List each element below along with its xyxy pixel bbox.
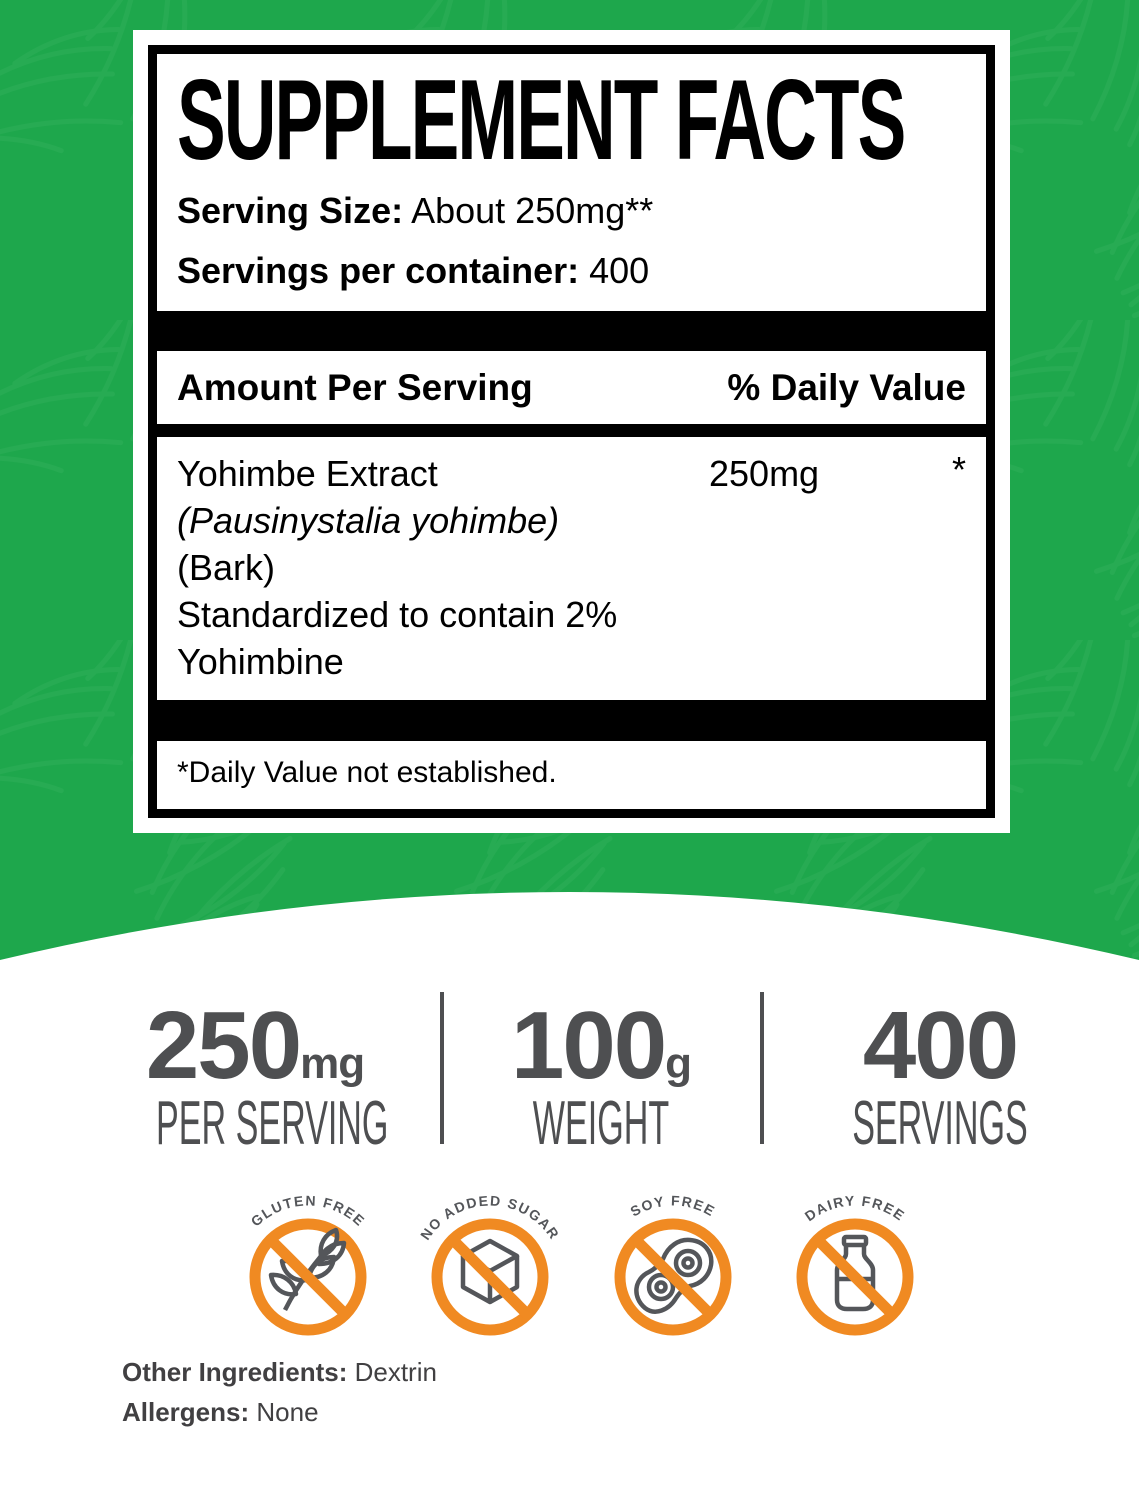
daily-value-footnote: *Daily Value not established.: [177, 756, 557, 789]
serving-size-row: [177, 189, 653, 233]
divider-bar-thick: [157, 311, 986, 351]
divider-rule: [157, 424, 986, 437]
stat-per-serving: [75, 992, 435, 1158]
other-ingredients-row: [122, 1352, 437, 1392]
stat-label: SERVINGS: [852, 1089, 1028, 1158]
facts-border-box: [148, 45, 995, 818]
badge-label: GLUTEN FREE: [247, 1192, 369, 1230]
amount-per-serving-header: Amount Per Serving: [177, 367, 533, 408]
ingredient-daily-value-asterisk: *: [951, 449, 966, 490]
footer-ingredients: [122, 1352, 437, 1432]
divider-bar-thick: [157, 700, 986, 741]
servings-value: 400: [589, 250, 650, 291]
ingredient-standardization-line2: Yohimbine: [177, 641, 344, 682]
daily-value-header: % Daily Value: [727, 367, 966, 408]
ingredient-name: Yohimbe Extract: [177, 453, 438, 494]
ingredient-latin-name: (Pausinystalia yohimbe): [177, 500, 560, 541]
serving-size-value: About 250mg**: [411, 190, 654, 231]
ingredient-part: (Bark): [177, 547, 275, 588]
supplement-facts-card: [133, 30, 1010, 833]
badge-label: NO ADDED SUGAR: [417, 1192, 563, 1243]
badge-label: SOY FREE: [627, 1192, 719, 1220]
serving-size-label: Serving Size:: [177, 190, 404, 231]
stat-unit: mg: [300, 1039, 365, 1088]
allergens-value: None: [256, 1397, 319, 1427]
stat-value: 400: [862, 992, 1018, 1099]
stat-value: 100: [510, 992, 666, 1099]
ingredient-standardization-line1: Standardized to contain 2%: [177, 594, 618, 635]
prohibition-slash: [818, 1240, 893, 1315]
badge-label: DAIRY FREE: [801, 1192, 909, 1225]
allergens-label: Allergens:: [122, 1397, 250, 1427]
gluten-free-badge: [223, 1182, 393, 1352]
stat-unit: g: [665, 1039, 692, 1088]
stat-servings: [760, 992, 1120, 1158]
facts-title: SUPPLEMENT FACTS: [177, 57, 905, 184]
stat-weight: [421, 992, 781, 1158]
other-ingredients-value: Dextrin: [354, 1357, 437, 1387]
servings-per-container-row: [177, 249, 649, 293]
stat-label: PER SERVING: [156, 1089, 389, 1158]
ingredient-name-block: [177, 450, 697, 685]
no-added-sugar-badge: [405, 1182, 575, 1352]
stat-value: 250: [145, 992, 301, 1099]
soy-free-badge: [588, 1182, 758, 1352]
servings-label: Servings per container:: [177, 250, 580, 291]
facts-header-row: [177, 366, 966, 410]
allergens-row: [122, 1392, 437, 1432]
ingredient-amount: 250mg: [709, 453, 820, 494]
dairy-free-badge: [770, 1182, 940, 1352]
ingredient-row: [177, 450, 966, 685]
stat-label: WEIGHT: [532, 1089, 670, 1158]
other-ingredients-label: Other Ingredients:: [122, 1357, 348, 1387]
